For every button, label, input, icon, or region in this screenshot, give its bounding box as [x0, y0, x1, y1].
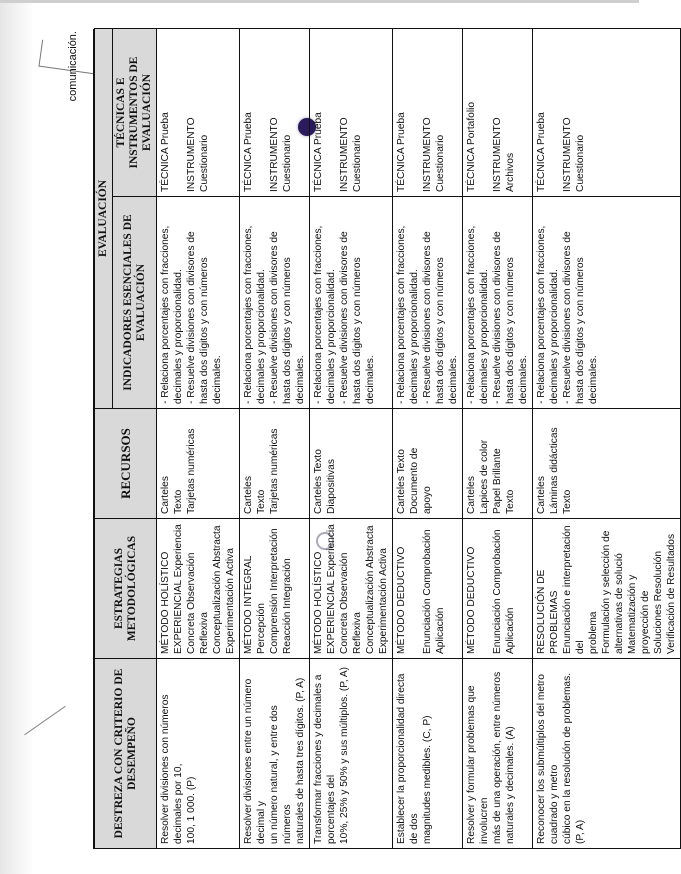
cell-line: decimales y proporcionalidad.: [256, 269, 267, 404]
cell-line: hasta dos dígitos y con números: [505, 257, 516, 404]
blank-line: [408, 33, 421, 192]
cell-line: INSTRUMENTO: [269, 117, 280, 192]
cell-line: decimales y proporcionalidad.: [173, 269, 184, 404]
cell-line: un número natural, y entre dos números: [269, 702, 293, 844]
cell-estrategias: [240, 519, 310, 659]
cell-line: Conceptualización Abstracta: [212, 525, 223, 654]
cell-line: Formulación y selección de: [601, 530, 612, 654]
cell-line: Experimentación Activa: [225, 548, 236, 654]
previous-page-text: comunicación.: [67, 31, 79, 102]
cell-line: Conceptualización Abstracta: [365, 525, 376, 654]
cell-line: Texto: [562, 489, 573, 514]
cell-recursos: [393, 409, 463, 519]
cell-recursos: [533, 409, 681, 519]
cell-line: hasta dos dígitos y con números: [575, 257, 586, 404]
cell-line: Archivos: [505, 152, 516, 192]
cell-line: Reconocer los submúltiplos del metro: [536, 674, 547, 844]
cell-line: - Relaciona porcentajes con fracciones,: [243, 225, 254, 404]
cell-line: Enunciación Comprobación: [422, 529, 433, 654]
cell-destreza: [463, 659, 533, 849]
table-row: [157, 28, 240, 848]
cell-recursos: [463, 409, 533, 519]
cell-line: - Resuelve divisiones con divisores de: [422, 231, 433, 404]
cell-line: Experimentación Activa: [378, 548, 389, 654]
cell-line: Concreta Observación Reflexiva: [339, 549, 363, 654]
cell-line: - Resuelve divisiones con divisores de: [339, 231, 350, 404]
cell-indicadores: [310, 197, 393, 409]
table-row: [240, 28, 310, 848]
cell-line: decimales.: [365, 355, 376, 404]
cell-tecnicas: [310, 28, 393, 196]
cell-tecnicas: [463, 28, 533, 196]
header-estrategias: ESTRATEGIAS METODOLÓGICAS: [95, 519, 157, 659]
cell-line: RESOLUCIÓN DE PROBLEMAS: [536, 566, 560, 654]
cell-line: - Resuelve divisiones con divisores de: [186, 231, 197, 404]
cell-line: Soluciones Resolución: [653, 550, 664, 654]
table-row: [533, 28, 681, 848]
cell-estrategias: [463, 519, 533, 659]
cell-line: 10%, 25% y 50% y sus múltiplos. (P, A): [339, 666, 350, 844]
cell-line: decimales y proporcionalidad.: [549, 269, 560, 404]
cell-line: Concreta Observación Reflexiva: [186, 549, 210, 654]
cell-line: Láminas didácticas: [549, 427, 560, 514]
blank-line: [172, 33, 185, 192]
cell-line: MÉTODO DEDUCTIVO: [466, 546, 477, 654]
cell-line: decimales.: [295, 355, 306, 404]
cell-line: TÉCNICA Prueba: [313, 112, 324, 192]
cell-line: - Resuelve divisiones con divisores de: [562, 231, 573, 404]
document-page: [53, 29, 677, 849]
cell-tecnicas: [393, 28, 463, 196]
cell-destreza: [393, 659, 463, 849]
cell-line: - Relaciona porcentajes con fracciones,: [466, 225, 477, 404]
cell-estrategias: [393, 519, 463, 659]
cell-line: EXPERIENCIAL Experiencia: [326, 524, 337, 654]
cell-line: Transformar fracciones y decimales a: [313, 674, 324, 844]
cell-line: MÉTODO HOLÍSTICO: [160, 551, 171, 654]
blank-line: [478, 33, 491, 192]
cell-line: alternativas de solució: [614, 553, 625, 654]
cell-line: decimales y proporcionalidad.: [479, 269, 490, 404]
cell-line: Papel Brillante: [492, 448, 503, 514]
cell-line: Aplicación: [505, 607, 516, 654]
cell-line: Cuestionario: [282, 134, 293, 192]
cell-estrategias: [157, 519, 240, 659]
rotated-document: [53, 29, 677, 849]
cell-line: TÉCNICA Prueba: [160, 112, 171, 192]
cell-recursos: [310, 409, 393, 519]
cell-line: Texto: [505, 489, 516, 514]
cell-line: - Relaciona porcentajes con fracciones,: [396, 225, 407, 404]
table-body: [157, 28, 681, 848]
cell-line: hasta dos dígitos y con números: [282, 257, 293, 404]
cell-indicadores: [533, 197, 681, 409]
cell-line: Cuestionario: [575, 134, 586, 192]
cell-line: Establecer la proporcionalidad directa de dos: [396, 670, 420, 844]
cell-indicadores: [240, 197, 310, 409]
cell-destreza: [533, 659, 681, 849]
cell-line: TÉCNICA Prueba: [396, 112, 407, 192]
blank-line: [408, 523, 421, 654]
cell-line: Cuestionario: [352, 134, 363, 192]
table-row: [310, 28, 393, 848]
cell-line: hasta dos dígitos y con números: [435, 257, 446, 404]
cell-line: naturales y decimales. (A): [505, 726, 516, 844]
blank-line: [548, 33, 561, 192]
cell-line: hasta dos dígitos y con números: [199, 257, 210, 404]
cell-line: Carteles: [536, 476, 547, 514]
cell-recursos: [240, 409, 310, 519]
cell-tecnicas: [157, 28, 240, 196]
cell-line: decimales y proporcionalidad.: [409, 269, 420, 404]
cell-line: INSTRUMENTO: [562, 117, 573, 192]
previous-table-fragment: [53, 29, 94, 849]
cell-line: Resolver y formular problemas que involucren: [466, 682, 490, 844]
cell-line: Tarjetas numéricas: [269, 428, 280, 514]
header-evaluacion: EVALUACIÓN: [95, 28, 113, 408]
blank-line: [478, 523, 491, 654]
cell-line: INSTRUMENTO: [186, 117, 197, 192]
cell-line: INSTRUMENTO: [422, 117, 433, 192]
cell-line: Matematización y proyección de: [627, 571, 651, 654]
cell-line: Carteles: [160, 476, 171, 514]
cell-line: Texto: [173, 489, 184, 514]
cell-line: - Resuelve divisiones con divisores de: [269, 231, 280, 404]
cell-line: MÉTODO HOLÍSTICO: [313, 551, 324, 654]
cell-line: Reacción Integración: [282, 558, 293, 654]
cell-line: Documento de: [409, 447, 420, 514]
cell-estrategias: [533, 519, 681, 659]
cell-line: Lapices de color: [479, 439, 490, 514]
cell-line: EXPERIENCIAL Experiencia: [173, 524, 184, 654]
cell-line: Resolver divisiones entre un número decimal y: [243, 675, 267, 844]
cell-line: MÉTODO INTEGRAL Percepción: [243, 553, 267, 654]
cell-line: decimales.: [518, 355, 529, 404]
cell-line: naturales de hasta tres dígitos. (P, A): [295, 677, 306, 844]
cell-line: magnitudes medibles. (C, P): [422, 715, 433, 844]
cell-line: - Relaciona porcentajes con fracciones,: [160, 225, 171, 404]
cell-line: Comprensión Interpretación: [269, 528, 280, 654]
header-destreza: DESTREZA CON CRITERIO DE DESEMPEÑO: [95, 659, 157, 849]
table-row: [463, 28, 533, 848]
cell-estrategias: [310, 519, 393, 659]
cell-indicadores: [393, 197, 463, 409]
cell-line: Texto: [256, 489, 267, 514]
cell-line: Cuestionario: [435, 134, 446, 192]
cell-line: decimales.: [448, 355, 459, 404]
cell-line: Carteles: [466, 476, 477, 514]
cell-line: Tarjetas numéricas: [186, 428, 197, 514]
cell-line: Diapositivas: [326, 459, 337, 514]
cell-line: Enunciación e interpretación del: [562, 522, 586, 654]
cell-line: Carteles Texto: [313, 449, 324, 514]
header-recursos: RECURSOS: [95, 409, 157, 519]
cell-line: Carteles: [243, 476, 254, 514]
cell-indicadores: [463, 197, 533, 409]
cell-tecnicas: [240, 28, 310, 196]
planning-table: [94, 28, 681, 849]
cell-recursos: [157, 409, 240, 519]
cell-tecnicas: [533, 28, 681, 196]
cell-line: TÉCNICA Prueba: [243, 112, 254, 192]
cell-line: cúbico en la resolución de problemas. (P, A): [562, 670, 586, 844]
cell-indicadores: [157, 197, 240, 409]
cell-line: decimales.: [212, 355, 223, 404]
cell-line: decimales y proporcionalidad.: [326, 269, 337, 404]
cell-line: problema: [588, 611, 599, 654]
header-tecnicas: TÉCNICAS E INSTRUMENTOS DE EVALUACIÓN: [113, 28, 157, 196]
cell-destreza: [240, 659, 310, 849]
table-row: [393, 28, 463, 848]
cell-line: MÉTODO DEDUCTIVO: [396, 546, 407, 654]
scan-top-edge: [0, 0, 639, 3]
cell-line: - Relaciona porcentajes con fracciones,: [536, 225, 547, 404]
scan-shadow-edge: [0, 0, 34, 874]
cell-line: Cuestionario: [199, 134, 210, 192]
cell-destreza: [310, 659, 393, 849]
cell-line: Enunciación Comprobación: [492, 529, 503, 654]
cell-line: apoyo: [422, 486, 433, 514]
cell-line: cuadrado y metro: [549, 764, 560, 844]
cell-line: más de una operación, entre números: [492, 671, 503, 844]
cell-line: INSTRUMENTO: [492, 117, 503, 192]
cell-line: Resolver divisiones con números decimales por 10,: [160, 691, 184, 844]
cell-line: porcentajes del: [326, 774, 337, 844]
cell-line: Aplicación: [435, 607, 446, 654]
cell-line: 100, 1 000. (P): [186, 776, 197, 844]
cell-line: - Relaciona porcentajes con fracciones,: [313, 225, 324, 404]
cell-line: decimales.: [588, 355, 599, 404]
cell-line: TÉCNICA Portafolio: [466, 101, 477, 192]
header-indicadores: INDICADORES ESENCIALES DE EVALUACIÓN: [113, 197, 157, 409]
blank-line: [325, 33, 338, 192]
header-row-1: [95, 28, 113, 848]
cell-destreza: [157, 659, 240, 849]
cell-line: Carteles Texto: [396, 449, 407, 514]
cell-line: hasta dos dígitos y con números: [352, 257, 363, 404]
cell-line: Verificación de Resultados: [666, 533, 677, 654]
cell-line: INSTRUMENTO: [339, 117, 350, 192]
cell-line: - Resuelve divisiones con divisores de: [492, 231, 503, 404]
blank-line: [255, 33, 268, 192]
cell-line: TÉCNICA Prueba: [536, 112, 547, 192]
